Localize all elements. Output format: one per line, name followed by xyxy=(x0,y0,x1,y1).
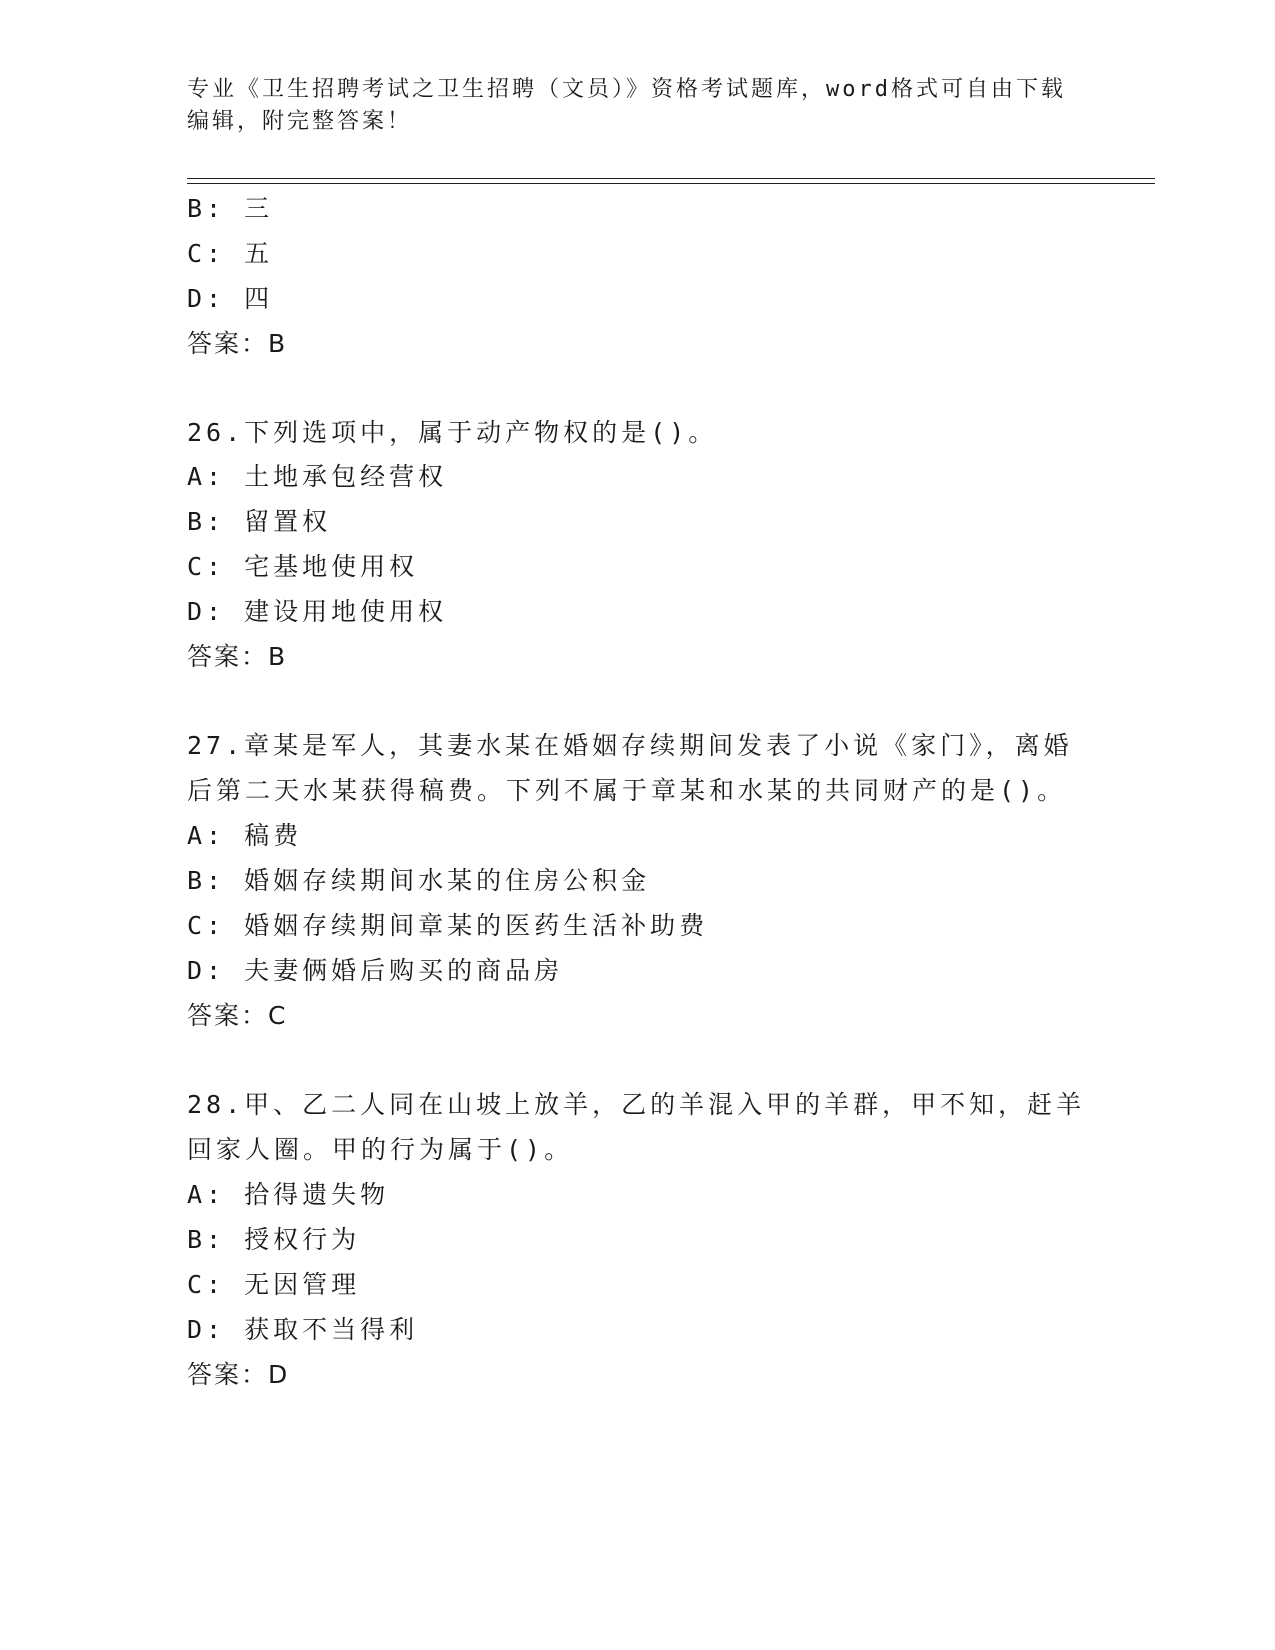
question-28-stem-line2: 回家人圈。甲的行为属于()。 xyxy=(187,1135,574,1164)
question-27-option-d: D: 夫妻俩婚后购买的商品房 xyxy=(187,956,564,985)
question-27-stem-line2: 后第二天水某获得稿费。下列不属于章某和水某的共同财产的是()。 xyxy=(187,776,1067,805)
question-28-option-c: C: 无因管理 xyxy=(187,1270,361,1299)
question-28-answer: 答案：D xyxy=(187,1360,290,1389)
option-c: C: 五 xyxy=(187,239,274,268)
question-27-answer: 答案：C xyxy=(187,1001,288,1030)
option-b: B: 三 xyxy=(187,194,274,223)
question-26-option-d: D: 建设用地使用权 xyxy=(187,597,448,626)
header-divider-bottom xyxy=(187,183,1155,184)
question-26-option-c: C: 宅基地使用权 xyxy=(187,552,419,581)
question-27-option-a: A: 稿费 xyxy=(187,821,303,850)
question-27-option-c: C: 婚姻存续期间章某的医药生活补助费 xyxy=(187,911,709,940)
option-d: D: 四 xyxy=(187,284,274,313)
question-28-option-d: D: 获取不当得利 xyxy=(187,1315,419,1344)
document-header: 专业《卫生招聘考试之卫生招聘（文员）》资格考试题库，word格式可自由下载编辑，附完整答案！ xyxy=(187,77,1066,134)
question-27-option-b: B: 婚姻存续期间水某的住房公积金 xyxy=(187,866,651,895)
question-26-stem: 26.下列选项中，属于动产物权的是()。 xyxy=(187,418,718,447)
question-26-option-b: B: 留置权 xyxy=(187,507,332,536)
answer: 答案：B xyxy=(187,329,288,358)
question-27-stem-line1: 27.章某是军人，其妻水某在婚姻存续期间发表了小说《家门》，离婚 xyxy=(187,731,1073,760)
question-26-option-a: A: 土地承包经营权 xyxy=(187,462,448,491)
question-28-option-a: A: 拾得遗失物 xyxy=(187,1180,390,1209)
question-28-option-b: B: 授权行为 xyxy=(187,1225,361,1254)
question-28-stem-line1: 28.甲、乙二人同在山坡上放羊，乙的羊混入甲的羊群，甲不知，赶羊 xyxy=(187,1090,1086,1119)
question-26-answer: 答案：B xyxy=(187,642,288,671)
header-divider-top xyxy=(187,178,1155,179)
